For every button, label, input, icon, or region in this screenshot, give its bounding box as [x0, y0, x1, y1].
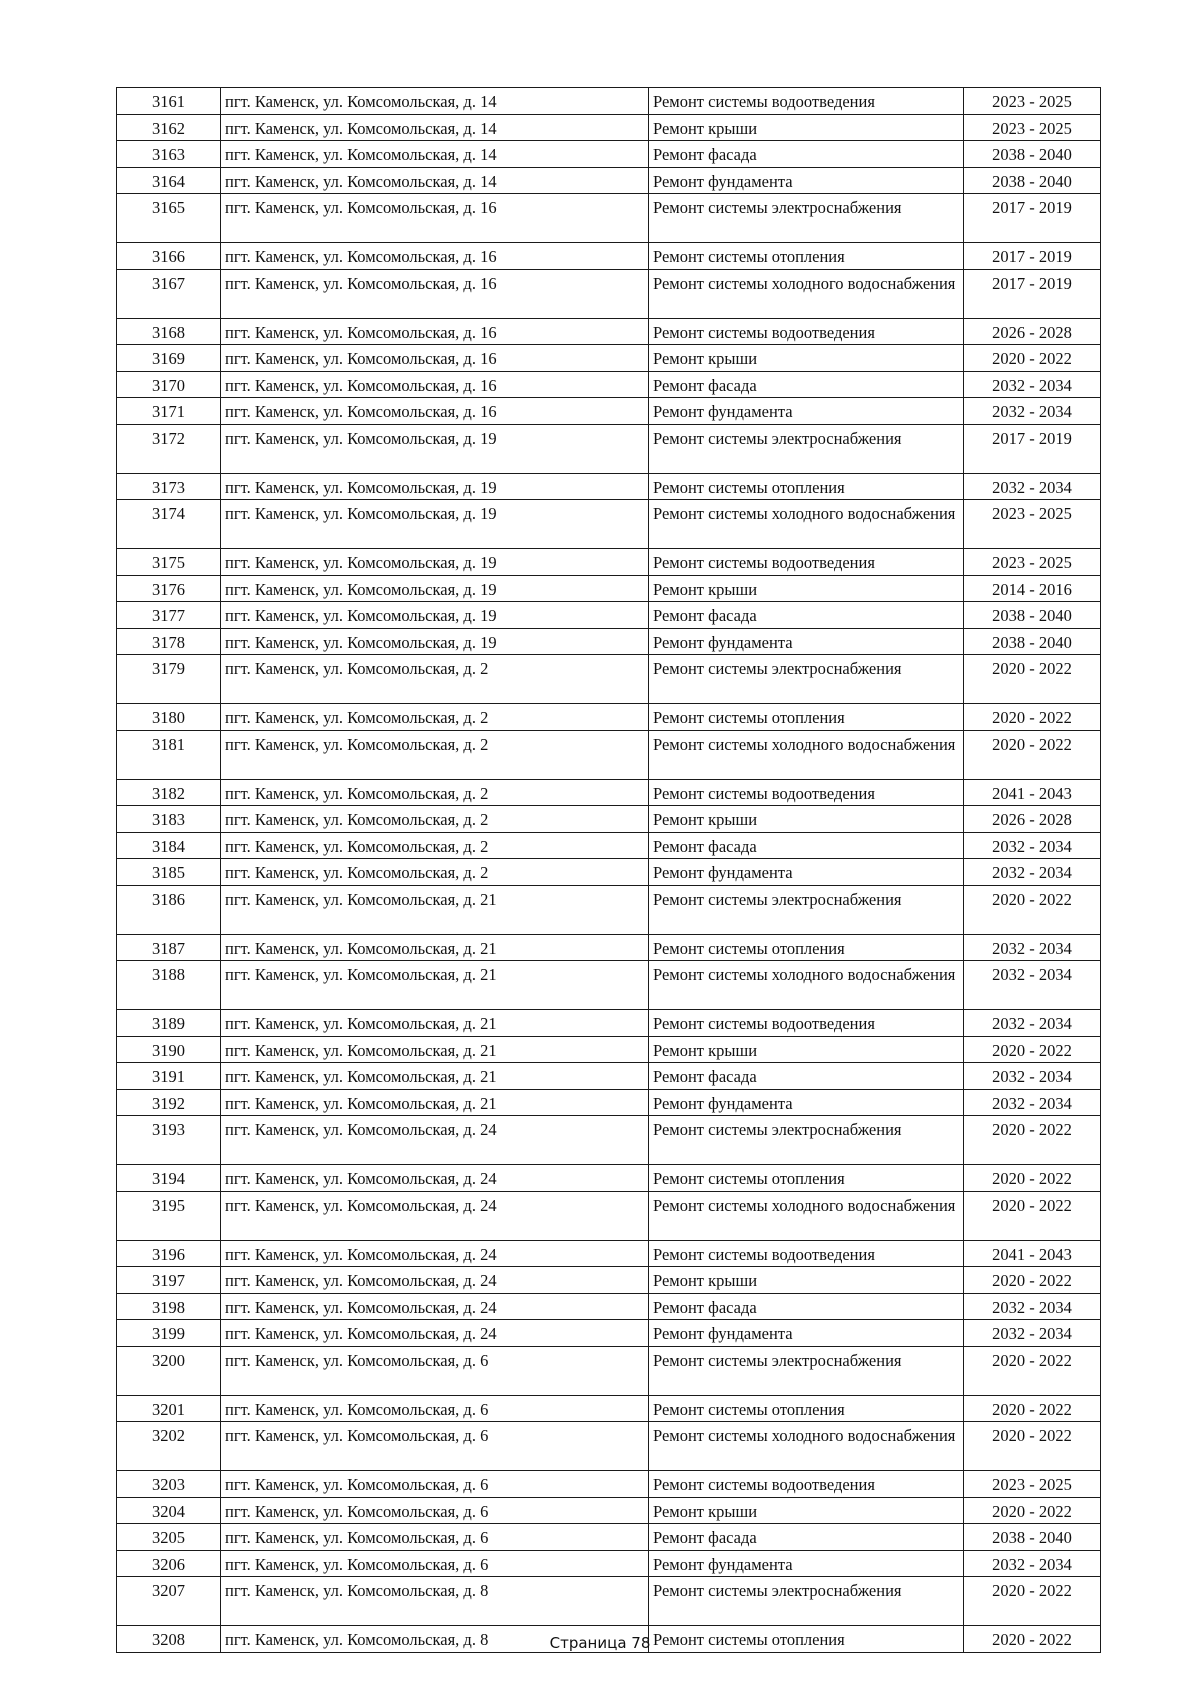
table-row [117, 730, 1101, 779]
table-row [117, 1116, 1101, 1165]
row-address: пгт. Каменск, ул. Комсомольская, д. 2 [221, 704, 649, 731]
row-number: 3168 [117, 318, 221, 345]
row-period: 2032 - 2034 [964, 1320, 1101, 1347]
row-number: 3205 [117, 1524, 221, 1551]
row-work-type: Ремонт крыши [649, 114, 964, 141]
row-work-type: Ремонт системы холодного водоснабжения [649, 1191, 964, 1240]
row-work-type: Ремонт фасада [649, 1293, 964, 1320]
row-period: 2023 - 2025 [964, 500, 1101, 549]
row-work-type: Ремонт системы отопления [649, 1395, 964, 1422]
table-row [117, 1010, 1101, 1037]
table-row [117, 1293, 1101, 1320]
row-work-type: Ремонт системы электроснабжения [649, 1116, 964, 1165]
row-work-type: Ремонт фасада [649, 371, 964, 398]
table-row [117, 1320, 1101, 1347]
row-address: пгт. Каменск, ул. Комсомольская, д. 14 [221, 167, 649, 194]
row-number: 3167 [117, 269, 221, 318]
row-number: 3204 [117, 1497, 221, 1524]
row-address: пгт. Каменск, ул. Комсомольская, д. 16 [221, 243, 649, 270]
row-work-type: Ремонт фундамента [649, 859, 964, 886]
row-work-type: Ремонт фундамента [649, 1089, 964, 1116]
table-row [117, 1550, 1101, 1577]
row-period: 2041 - 2043 [964, 1240, 1101, 1267]
row-number: 3162 [117, 114, 221, 141]
row-address: пгт. Каменск, ул. Комсомольская, д. 6 [221, 1550, 649, 1577]
row-period: 2032 - 2034 [964, 398, 1101, 425]
row-work-type: Ремонт фундамента [649, 398, 964, 425]
row-work-type: Ремонт системы отопления [649, 704, 964, 731]
row-period: 2023 - 2025 [964, 1471, 1101, 1498]
row-address: пгт. Каменск, ул. Комсомольская, д. 21 [221, 1089, 649, 1116]
row-number: 3164 [117, 167, 221, 194]
row-number: 3194 [117, 1165, 221, 1192]
row-period: 2020 - 2022 [964, 1036, 1101, 1063]
row-work-type: Ремонт системы водоотведения [649, 1010, 964, 1037]
row-number: 3174 [117, 500, 221, 549]
row-number: 3176 [117, 575, 221, 602]
row-period: 2032 - 2034 [964, 961, 1101, 1010]
row-work-type: Ремонт системы электроснабжения [649, 1577, 964, 1626]
row-period: 2020 - 2022 [964, 1577, 1101, 1626]
row-number: 3184 [117, 832, 221, 859]
row-address: пгт. Каменск, ул. Комсомольская, д. 24 [221, 1320, 649, 1347]
table-row [117, 243, 1101, 270]
row-work-type: Ремонт крыши [649, 345, 964, 372]
row-address: пгт. Каменск, ул. Комсомольская, д. 24 [221, 1116, 649, 1165]
row-work-type: Ремонт системы электроснабжения [649, 194, 964, 243]
row-address: пгт. Каменск, ул. Комсомольская, д. 24 [221, 1267, 649, 1294]
row-work-type: Ремонт системы электроснабжения [649, 1346, 964, 1395]
row-number: 3183 [117, 806, 221, 833]
row-number: 3173 [117, 473, 221, 500]
row-work-type: Ремонт системы отопления [649, 934, 964, 961]
table-body [117, 88, 1101, 1653]
row-address: пгт. Каменск, ул. Комсомольская, д. 16 [221, 371, 649, 398]
table-row [117, 398, 1101, 425]
row-period: 2020 - 2022 [964, 730, 1101, 779]
row-period: 2020 - 2022 [964, 1395, 1101, 1422]
row-work-type: Ремонт фасада [649, 602, 964, 629]
row-address: пгт. Каменск, ул. Комсомольская, д. 19 [221, 500, 649, 549]
table-row [117, 114, 1101, 141]
row-work-type: Ремонт системы водоотведения [649, 1471, 964, 1498]
row-period: 2017 - 2019 [964, 269, 1101, 318]
row-number: 3178 [117, 628, 221, 655]
row-work-type: Ремонт крыши [649, 1036, 964, 1063]
row-address: пгт. Каменск, ул. Комсомольская, д. 14 [221, 114, 649, 141]
row-address: пгт. Каменск, ул. Комсомольская, д. 21 [221, 1063, 649, 1090]
page-number: Страница 78 [549, 1634, 651, 1652]
row-work-type: Ремонт крыши [649, 1497, 964, 1524]
row-number: 3186 [117, 885, 221, 934]
row-work-type: Ремонт системы холодного водоснабжения [649, 1422, 964, 1471]
table-row [117, 859, 1101, 886]
row-period: 2017 - 2019 [964, 243, 1101, 270]
row-period: 2020 - 2022 [964, 1422, 1101, 1471]
row-number: 3172 [117, 424, 221, 473]
row-work-type: Ремонт системы отопления [649, 1626, 964, 1653]
row-work-type: Ремонт системы водоотведения [649, 1240, 964, 1267]
row-work-type: Ремонт системы холодного водоснабжения [649, 269, 964, 318]
row-address: пгт. Каменск, ул. Комсомольская, д. 2 [221, 806, 649, 833]
row-period: 2032 - 2034 [964, 1550, 1101, 1577]
row-period: 2032 - 2034 [964, 1089, 1101, 1116]
table-row [117, 1063, 1101, 1090]
row-address: пгт. Каменск, ул. Комсомольская, д. 8 [221, 1577, 649, 1626]
row-number: 3190 [117, 1036, 221, 1063]
row-work-type: Ремонт системы холодного водоснабжения [649, 730, 964, 779]
row-number: 3203 [117, 1471, 221, 1498]
table-row [117, 806, 1101, 833]
row-period: 2038 - 2040 [964, 1524, 1101, 1551]
row-number: 3163 [117, 141, 221, 168]
row-work-type: Ремонт фасада [649, 1063, 964, 1090]
row-number: 3161 [117, 88, 221, 115]
row-period: 2020 - 2022 [964, 1497, 1101, 1524]
row-number: 3187 [117, 934, 221, 961]
row-work-type: Ремонт системы водоотведения [649, 88, 964, 115]
row-work-type: Ремонт системы водоотведения [649, 779, 964, 806]
row-number: 3195 [117, 1191, 221, 1240]
row-number: 3197 [117, 1267, 221, 1294]
row-number: 3192 [117, 1089, 221, 1116]
row-period: 2020 - 2022 [964, 885, 1101, 934]
table-row [117, 345, 1101, 372]
table-row [117, 500, 1101, 549]
row-address: пгт. Каменск, ул. Комсомольская, д. 14 [221, 141, 649, 168]
row-work-type: Ремонт фундамента [649, 628, 964, 655]
row-period: 2032 - 2034 [964, 1293, 1101, 1320]
row-number: 3208 [117, 1626, 221, 1653]
row-number: 3206 [117, 1550, 221, 1577]
row-period: 2020 - 2022 [964, 1626, 1101, 1653]
row-period: 2023 - 2025 [964, 549, 1101, 576]
row-period: 2020 - 2022 [964, 345, 1101, 372]
row-address: пгт. Каменск, ул. Комсомольская, д. 19 [221, 602, 649, 629]
row-number: 3181 [117, 730, 221, 779]
table-row [117, 832, 1101, 859]
row-period: 2038 - 2040 [964, 628, 1101, 655]
row-number: 3177 [117, 602, 221, 629]
row-number: 3170 [117, 371, 221, 398]
row-address: пгт. Каменск, ул. Комсомольская, д. 24 [221, 1293, 649, 1320]
row-period: 2032 - 2034 [964, 934, 1101, 961]
row-address: пгт. Каменск, ул. Комсомольская, д. 21 [221, 961, 649, 1010]
row-address: пгт. Каменск, ул. Комсомольская, д. 6 [221, 1422, 649, 1471]
table-row [117, 141, 1101, 168]
row-address: пгт. Каменск, ул. Комсомольская, д. 19 [221, 628, 649, 655]
row-work-type: Ремонт фасада [649, 1524, 964, 1551]
row-work-type: Ремонт системы электроснабжения [649, 885, 964, 934]
row-number: 3191 [117, 1063, 221, 1090]
row-address: пгт. Каменск, ул. Комсомольская, д. 2 [221, 655, 649, 704]
row-period: 2017 - 2019 [964, 424, 1101, 473]
row-number: 3179 [117, 655, 221, 704]
table-row [117, 1165, 1101, 1192]
row-number: 3182 [117, 779, 221, 806]
table-row [117, 1471, 1101, 1498]
table-row [117, 602, 1101, 629]
row-period: 2014 - 2016 [964, 575, 1101, 602]
table-row [117, 371, 1101, 398]
row-address: пгт. Каменск, ул. Комсомольская, д. 6 [221, 1346, 649, 1395]
row-address: пгт. Каменск, ул. Комсомольская, д. 19 [221, 424, 649, 473]
row-number: 3193 [117, 1116, 221, 1165]
table-row [117, 704, 1101, 731]
row-period: 2020 - 2022 [964, 1191, 1101, 1240]
row-address: пгт. Каменск, ул. Комсомольская, д. 19 [221, 575, 649, 602]
row-address: пгт. Каменск, ул. Комсомольская, д. 19 [221, 473, 649, 500]
row-period: 2038 - 2040 [964, 141, 1101, 168]
table-row [117, 1240, 1101, 1267]
row-number: 3185 [117, 859, 221, 886]
table-row [117, 1191, 1101, 1240]
row-number: 3175 [117, 549, 221, 576]
row-number: 3166 [117, 243, 221, 270]
row-number: 3169 [117, 345, 221, 372]
row-period: 2032 - 2034 [964, 832, 1101, 859]
row-number: 3199 [117, 1320, 221, 1347]
row-number: 3207 [117, 1577, 221, 1626]
table-row [117, 1395, 1101, 1422]
row-address: пгт. Каменск, ул. Комсомольская, д. 16 [221, 194, 649, 243]
row-period: 2026 - 2028 [964, 318, 1101, 345]
row-work-type: Ремонт фундамента [649, 1320, 964, 1347]
row-address: пгт. Каменск, ул. Комсомольская, д. 24 [221, 1165, 649, 1192]
row-period: 2023 - 2025 [964, 88, 1101, 115]
row-address: пгт. Каменск, ул. Комсомольская, д. 24 [221, 1191, 649, 1240]
row-address: пгт. Каменск, ул. Комсомольская, д. 2 [221, 832, 649, 859]
row-address: пгт. Каменск, ул. Комсомольская, д. 19 [221, 549, 649, 576]
row-number: 3200 [117, 1346, 221, 1395]
row-address: пгт. Каменск, ул. Комсомольская, д. 14 [221, 88, 649, 115]
table-row [117, 1524, 1101, 1551]
row-work-type: Ремонт фундамента [649, 167, 964, 194]
row-address: пгт. Каменск, ул. Комсомольская, д. 6 [221, 1524, 649, 1551]
table-row [117, 1089, 1101, 1116]
row-period: 2020 - 2022 [964, 1267, 1101, 1294]
row-number: 3165 [117, 194, 221, 243]
row-work-type: Ремонт системы холодного водоснабжения [649, 500, 964, 549]
row-period: 2038 - 2040 [964, 167, 1101, 194]
row-number: 3201 [117, 1395, 221, 1422]
row-address: пгт. Каменск, ул. Комсомольская, д. 6 [221, 1497, 649, 1524]
row-period: 2041 - 2043 [964, 779, 1101, 806]
row-work-type: Ремонт системы электроснабжения [649, 655, 964, 704]
table-row [117, 575, 1101, 602]
row-period: 2020 - 2022 [964, 1346, 1101, 1395]
row-period: 2032 - 2034 [964, 371, 1101, 398]
row-period: 2032 - 2034 [964, 1010, 1101, 1037]
row-address: пгт. Каменск, ул. Комсомольская, д. 21 [221, 885, 649, 934]
row-work-type: Ремонт крыши [649, 806, 964, 833]
row-number: 3171 [117, 398, 221, 425]
table-row [117, 318, 1101, 345]
row-period: 2020 - 2022 [964, 704, 1101, 731]
table-row [117, 549, 1101, 576]
table-row [117, 269, 1101, 318]
row-work-type: Ремонт системы отопления [649, 473, 964, 500]
row-period: 2023 - 2025 [964, 114, 1101, 141]
row-address: пгт. Каменск, ул. Комсомольская, д. 21 [221, 1036, 649, 1063]
repair-schedule-table [116, 87, 1101, 1653]
row-period: 2017 - 2019 [964, 194, 1101, 243]
row-number: 3188 [117, 961, 221, 1010]
row-address: пгт. Каменск, ул. Комсомольская, д. 16 [221, 398, 649, 425]
row-address: пгт. Каменск, ул. Комсомольская, д. 21 [221, 934, 649, 961]
row-period: 2032 - 2034 [964, 859, 1101, 886]
row-period: 2020 - 2022 [964, 655, 1101, 704]
table-row [117, 167, 1101, 194]
row-work-type: Ремонт фасада [649, 832, 964, 859]
table-row [117, 424, 1101, 473]
row-work-type: Ремонт системы водоотведения [649, 318, 964, 345]
row-period: 2032 - 2034 [964, 1063, 1101, 1090]
row-work-type: Ремонт системы отопления [649, 1165, 964, 1192]
row-number: 3180 [117, 704, 221, 731]
table-row [117, 885, 1101, 934]
row-address: пгт. Каменск, ул. Комсомольская, д. 16 [221, 345, 649, 372]
row-work-type: Ремонт крыши [649, 1267, 964, 1294]
row-work-type: Ремонт фундамента [649, 1550, 964, 1577]
row-address: пгт. Каменск, ул. Комсомольская, д. 24 [221, 1240, 649, 1267]
table-row [117, 1346, 1101, 1395]
row-work-type: Ремонт фасада [649, 141, 964, 168]
table-row [117, 1036, 1101, 1063]
row-address: пгт. Каменск, ул. Комсомольская, д. 21 [221, 1010, 649, 1037]
row-period: 2020 - 2022 [964, 1116, 1101, 1165]
row-number: 3189 [117, 1010, 221, 1037]
row-period: 2032 - 2034 [964, 473, 1101, 500]
table-row [117, 779, 1101, 806]
table-row [117, 473, 1101, 500]
table-row [117, 1577, 1101, 1626]
row-address: пгт. Каменск, ул. Комсомольская, д. 16 [221, 318, 649, 345]
row-work-type: Ремонт системы водоотведения [649, 549, 964, 576]
row-number: 3196 [117, 1240, 221, 1267]
table-row [117, 88, 1101, 115]
table-row [117, 655, 1101, 704]
row-number: 3198 [117, 1293, 221, 1320]
row-work-type: Ремонт системы отопления [649, 243, 964, 270]
row-work-type: Ремонт системы холодного водоснабжения [649, 961, 964, 1010]
table-row [117, 1497, 1101, 1524]
row-address: пгт. Каменск, ул. Комсомольская, д. 2 [221, 730, 649, 779]
row-period: 2026 - 2028 [964, 806, 1101, 833]
row-number: 3202 [117, 1422, 221, 1471]
row-work-type: Ремонт системы электроснабжения [649, 424, 964, 473]
row-address: пгт. Каменск, ул. Комсомольская, д. 6 [221, 1471, 649, 1498]
row-address: пгт. Каменск, ул. Комсомольская, д. 8 [221, 1626, 649, 1653]
table-row [117, 194, 1101, 243]
row-address: пгт. Каменск, ул. Комсомольская, д. 2 [221, 859, 649, 886]
row-address: пгт. Каменск, ул. Комсомольская, д. 16 [221, 269, 649, 318]
table-row [117, 1267, 1101, 1294]
row-work-type: Ремонт крыши [649, 575, 964, 602]
table-row [117, 934, 1101, 961]
table-row [117, 1422, 1101, 1471]
row-period: 2038 - 2040 [964, 602, 1101, 629]
table-row [117, 961, 1101, 1010]
table-row [117, 628, 1101, 655]
row-address: пгт. Каменск, ул. Комсомольская, д. 2 [221, 779, 649, 806]
row-period: 2020 - 2022 [964, 1165, 1101, 1192]
row-address: пгт. Каменск, ул. Комсомольская, д. 6 [221, 1395, 649, 1422]
